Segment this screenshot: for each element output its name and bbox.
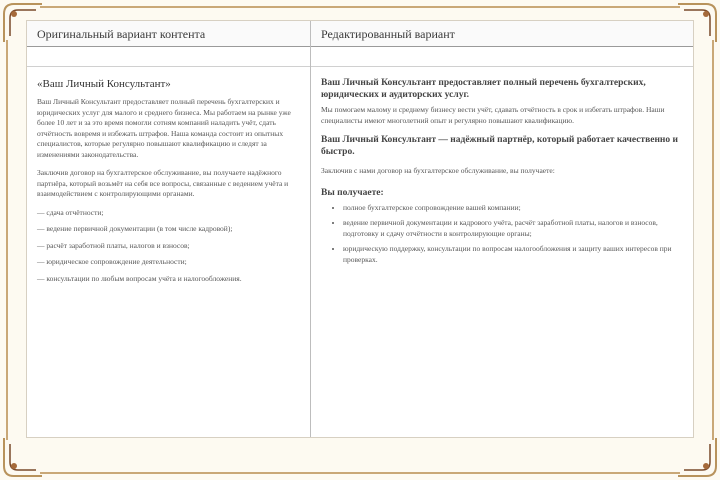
original-paragraph: Ваш Личный Консультант предоставляет полный перечень бухгалтерских и юридических услуг для малого и среднего бизнеса. Мы работаем на рынке уже более 10 лет и за это время помогли сотням компаний наладить учёт, сдать отчётность вовремя и избежать штрафов. Наша команда состоит из опытных специалистов, которые регулярно повышают квалификацию и следят за изменениями законодательства. — [37, 97, 291, 159]
list-item: • юридическую поддержку, консультации по вопросам налогообложения и защиту ваших интересов при проверках. — [343, 244, 685, 265]
frame-border-bottom — [40, 472, 680, 474]
edited-heading: Вы получаете: — [321, 187, 384, 198]
ornament-corner-icon — [0, 434, 46, 480]
edited-lead: Ваш Личный Консультант — надёжный партнёр, который работает качественно и быстро. — [321, 135, 678, 157]
edited-column — [311, 21, 694, 437]
original-column — [27, 21, 311, 437]
list-item: — юридическое сопровождение деятельности; — [37, 257, 187, 266]
edited-bullet-list — [321, 203, 685, 266]
original-paragraph: Заключив договор на бухгалтерское обслуживание, вы получаете надёжного партнёра, который возьмёт на себя все вопросы, связанные с ведением учёта и взаимодействием с контролирующими органами. — [37, 168, 289, 198]
list-item: — расчёт заработной платы, налогов и взносов; — [37, 240, 190, 250]
list-item: — сдача отчётности; — [37, 207, 104, 217]
list-item: — консультации по любым вопросам учёта и налогообложения. — [37, 273, 242, 283]
list-item: • полное бухгалтерское сопровождение вашей компании; — [343, 203, 685, 214]
original-column-header: Оригинальный вариант контента — [27, 21, 310, 47]
original-list — [37, 208, 300, 285]
edited-column-header: Редактированный вариант — [311, 21, 694, 47]
edited-lead: Ваш Личный Консультант предоставляет полный перечень бухгалтерских, юридических и аудиторских услуг. — [321, 78, 646, 100]
comparison-table — [26, 20, 694, 438]
edited-paragraph: Мы помогаем малому и среднему бизнесу вести учёт, сдавать отчётность в срок и избегать штрафов. Наши специалисты имеют многолетний опыт и регулярно повышают квалификацию. — [321, 105, 665, 125]
list-item: — ведение первичной документации (в том числе кадровой); — [37, 224, 233, 233]
row-separator — [311, 47, 694, 67]
ornament-corner-icon — [674, 434, 720, 480]
row-separator — [27, 47, 310, 67]
original-title: «Ваш Личный Консультант» — [37, 78, 171, 90]
frame-border-left — [6, 40, 8, 440]
edited-paragraph: Заключив с нами договор на бухгалтерское обслуживание, вы получаете: — [321, 166, 555, 175]
list-item: • ведение первичной документации и кадрового учёта, расчёт заработной платы, налогов и взносов, подготовку и сдачу отчётности в контролирующие органы; — [343, 218, 685, 239]
frame-border-right — [712, 40, 714, 440]
frame-border-top — [40, 6, 680, 8]
